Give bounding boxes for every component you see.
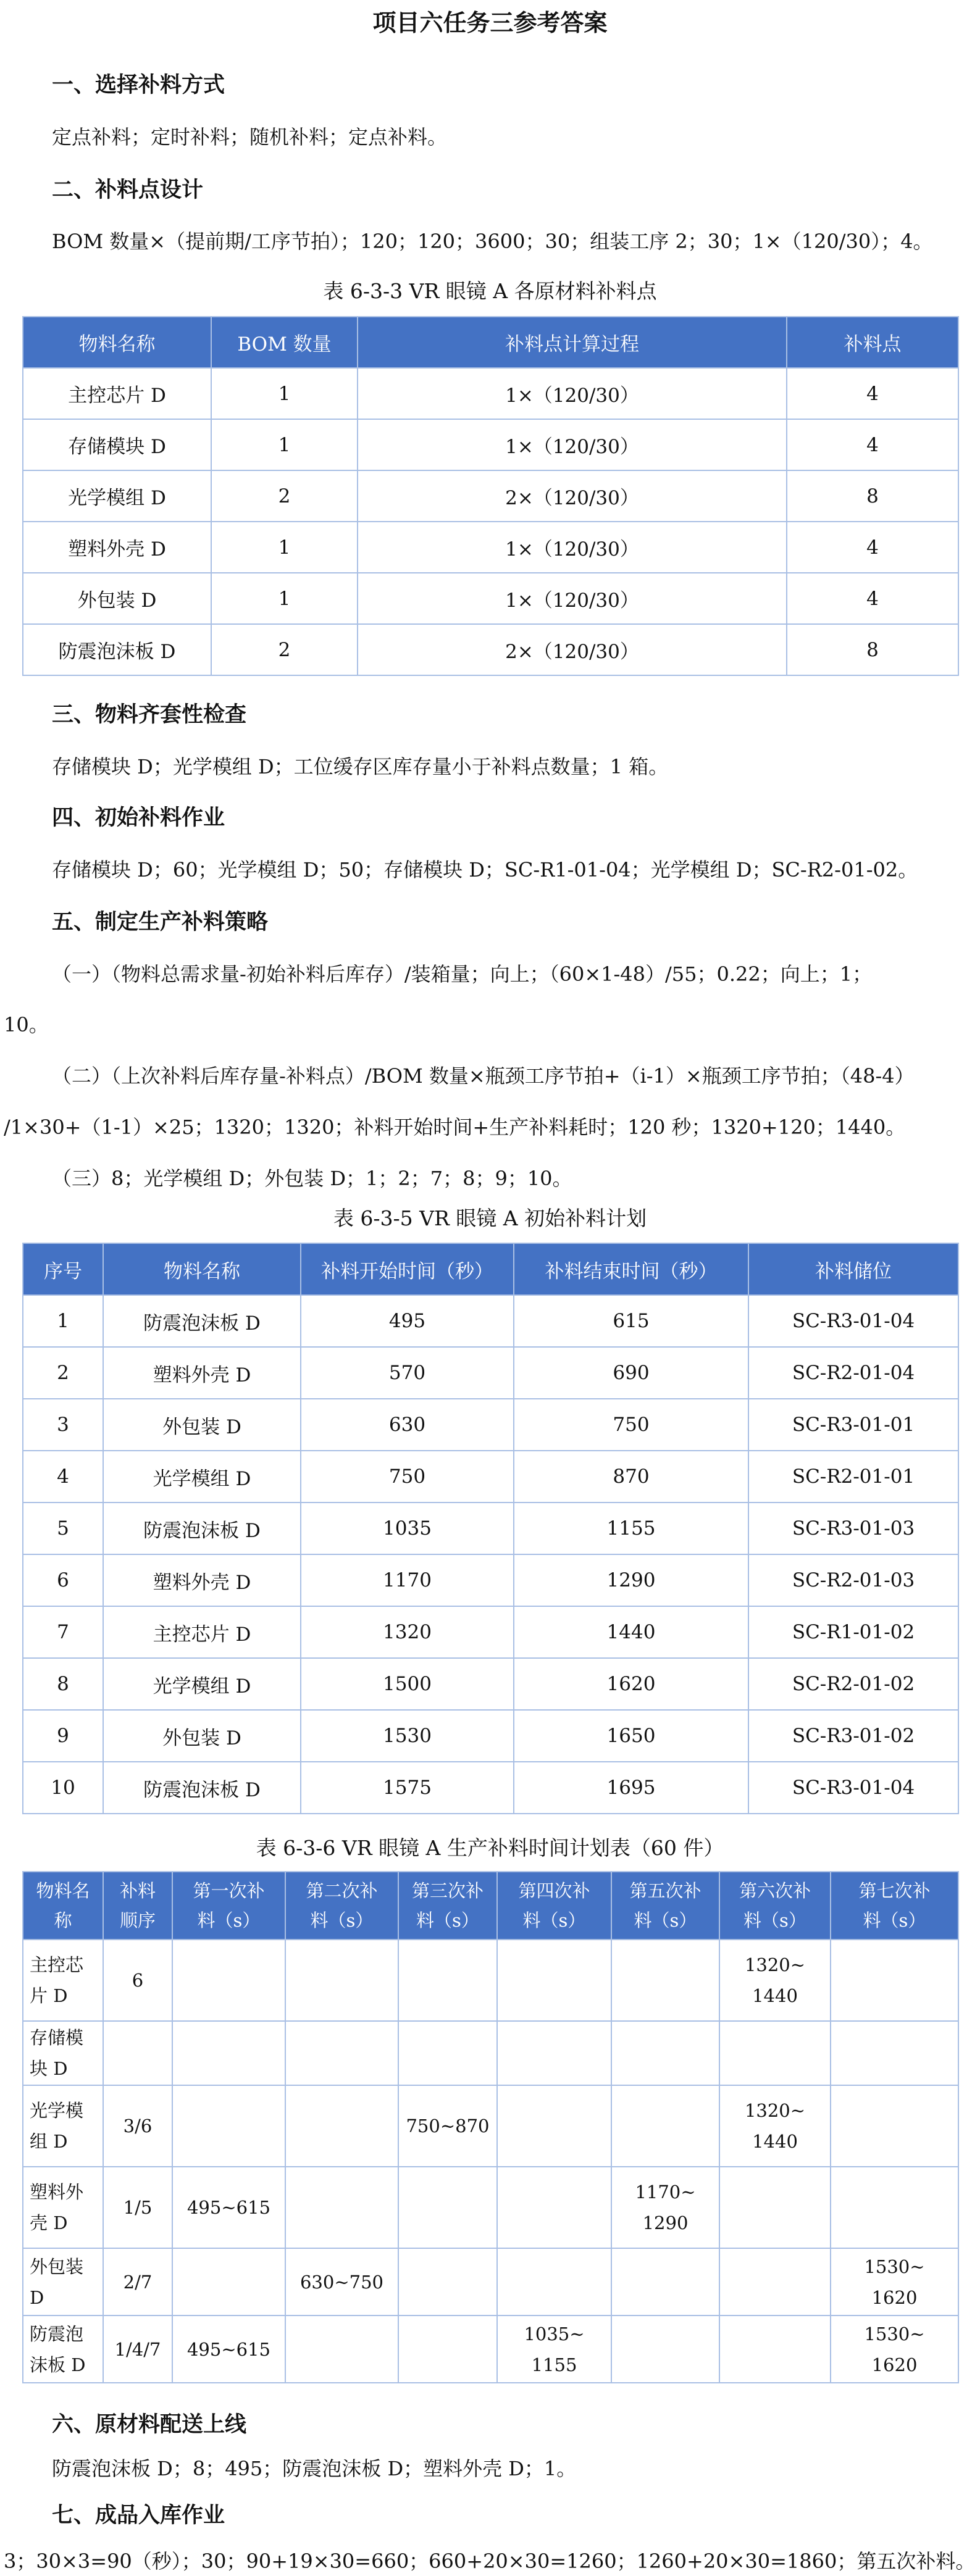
table-1-cell: 1×（120/30） bbox=[358, 573, 787, 624]
table-2-cell: 2 bbox=[23, 1347, 103, 1399]
header-line: 顺序 bbox=[119, 1910, 156, 1931]
table-3-header-cell bbox=[831, 1872, 958, 1940]
table-3-cell bbox=[103, 2085, 172, 2167]
table-3-cell bbox=[172, 2085, 285, 2167]
table-3-cell bbox=[285, 2021, 398, 2085]
table-1-header-cell: 补料点 bbox=[787, 317, 958, 368]
table-2-cell: 1170 bbox=[301, 1554, 514, 1606]
cell-line: D bbox=[30, 2286, 44, 2308]
table-1-header-cell: BOM 数量 bbox=[211, 317, 358, 368]
table-3-header-cell bbox=[103, 1872, 172, 1940]
section-7-text: 3；30×3=90（秒）；30；90+19×30=660；660+20×30=1260；1260+20×30=1860；第五次补料。 bbox=[4, 2549, 976, 2573]
table-3-cell bbox=[23, 2021, 103, 2085]
cell-line: 1620 bbox=[871, 2286, 918, 2308]
table-3-cell bbox=[398, 2248, 497, 2315]
cell-line: 1035~ 1155 bbox=[524, 2323, 585, 2375]
header-line: 第三次补 bbox=[411, 1880, 484, 1901]
cell-line: 光学模 bbox=[30, 2100, 84, 2121]
table-3-header-cell bbox=[23, 1872, 103, 1940]
header-line: 称 bbox=[54, 1910, 72, 1931]
table-1-header-cell: 补料点计算过程 bbox=[358, 317, 787, 368]
table-2-cell: 光学模组 D bbox=[103, 1658, 301, 1710]
table-1-cell: 1 bbox=[211, 573, 358, 624]
table-3-cell bbox=[103, 2167, 172, 2248]
table-2-cell: 1695 bbox=[514, 1762, 748, 1814]
table-3-cell bbox=[611, 2167, 719, 2248]
table-1-cell: 外包装 D bbox=[23, 573, 211, 624]
table-3-cell bbox=[172, 2248, 285, 2315]
table-3-cell bbox=[23, 1940, 103, 2021]
table-2-cell: 塑料外壳 D bbox=[103, 1347, 301, 1399]
table-1-caption: 表 6-3-3 VR 眼镜 A 各原材料补料点 bbox=[323, 279, 657, 303]
section-1-text: 定点补料；定时补料；随机补料；定点补料。 bbox=[52, 125, 448, 149]
cell-line: 外包装 bbox=[30, 2256, 84, 2277]
table-row bbox=[23, 1658, 958, 1710]
table-1-cell: 4 bbox=[787, 419, 958, 470]
cell-line: 1320~ bbox=[744, 2100, 806, 2121]
header-line: 料（s） bbox=[522, 1910, 586, 1931]
cell-line: 495~615 bbox=[186, 2197, 270, 2218]
table-1-cell: 塑料外壳 D bbox=[23, 522, 211, 573]
table-3-cell bbox=[103, 2248, 172, 2315]
header-line: 物料名 bbox=[36, 1880, 90, 1901]
section-5-heading: 五、制定生产补料策略 bbox=[52, 909, 269, 935]
table-1-cell: 防震泡沫板 D bbox=[23, 624, 211, 675]
table-3-cell bbox=[497, 2315, 611, 2383]
table-2-cell: 7 bbox=[23, 1606, 103, 1658]
table-3-cell bbox=[398, 2167, 497, 2248]
cell-line: 495~615 bbox=[186, 2338, 270, 2360]
table-3-cell bbox=[103, 1940, 172, 2021]
table-3-cell bbox=[831, 1940, 958, 2021]
cell-line: 塑料外 bbox=[30, 2182, 84, 2203]
table-2-cell: 6 bbox=[23, 1554, 103, 1606]
table-3-cell bbox=[398, 2085, 497, 2167]
table-2-cell: 外包装 D bbox=[103, 1710, 301, 1762]
table-2-cell: SC-R3-01-04 bbox=[748, 1295, 958, 1347]
table-3-cell bbox=[497, 2167, 611, 2248]
header-line: 第二次补 bbox=[306, 1880, 378, 1901]
table-3-cell bbox=[831, 2248, 958, 2315]
table-1-cell: 8 bbox=[787, 470, 958, 522]
section-5-para-2-line-1: （二）（上次补料后库存量-补料点）/BOM 数量×瓶颈工序节拍+（i-1）×瓶颈工序节拍；（48-4） bbox=[52, 1064, 915, 1088]
table-2-caption: 表 6-3-5 VR 眼镜 A 初始补料计划 bbox=[333, 1206, 647, 1230]
table-2-cell: 主控芯片 D bbox=[103, 1606, 301, 1658]
table-2-cell: 1500 bbox=[301, 1658, 514, 1710]
table-2-cell: 1 bbox=[23, 1295, 103, 1347]
section-3-text: 存储模块 D；光学模组 D；工位缓存区库存量小于补料点数量；1 箱。 bbox=[52, 755, 669, 778]
table-2-cell: 10 bbox=[23, 1762, 103, 1814]
table-2-cell: 塑料外壳 D bbox=[103, 1554, 301, 1606]
table-1-cell: 光学模组 D bbox=[23, 470, 211, 522]
table-1-cell: 1×（120/30） bbox=[358, 368, 787, 419]
table-3-cell bbox=[497, 1940, 611, 2021]
table-3-cell bbox=[719, 2248, 831, 2315]
table-3-cell bbox=[285, 2167, 398, 2248]
table-row bbox=[23, 1554, 958, 1606]
table-2-cell: 光学模组 D bbox=[103, 1451, 301, 1503]
table-1-cell: 主控芯片 D bbox=[23, 368, 211, 419]
table-2-cell: 570 bbox=[301, 1347, 514, 1399]
table-3-cell bbox=[611, 2248, 719, 2315]
table-3-cell bbox=[172, 1940, 285, 2021]
table-3-cell bbox=[23, 2167, 103, 2248]
table-3-cell bbox=[398, 2021, 497, 2085]
cell-line: 1/5 bbox=[123, 2197, 153, 2218]
header-line: 补料 bbox=[119, 1880, 156, 1901]
table-row bbox=[23, 2167, 958, 2248]
table-1-cell: 2×（120/30） bbox=[358, 470, 787, 522]
section-7-heading: 七、成品入库作业 bbox=[52, 2503, 225, 2528]
table-3-header-cell bbox=[398, 1872, 497, 1940]
table-2-header-cell: 序号 bbox=[23, 1243, 103, 1295]
table-3-caption: 表 6-3-6 VR 眼镜 A 生产补料时间计划表（60 件） bbox=[256, 1836, 724, 1860]
table-1-header-cell: 物料名称 bbox=[23, 317, 211, 368]
table-row bbox=[23, 470, 958, 522]
table-row bbox=[23, 1295, 958, 1347]
table-2-cell: SC-R2-01-01 bbox=[748, 1451, 958, 1503]
section-5-para-3: （三）8；光学模组 D；外包装 D；1；2；7；8；9；10。 bbox=[52, 1167, 572, 1190]
header-line: 料（s） bbox=[863, 1910, 926, 1931]
table-3-cell bbox=[172, 2167, 285, 2248]
cell-line: 1620 bbox=[871, 2354, 918, 2375]
material-reorder-point-table bbox=[22, 316, 959, 676]
table-3-cell bbox=[719, 2315, 831, 2383]
table-1-cell: 2 bbox=[211, 624, 358, 675]
table-3-cell bbox=[172, 2315, 285, 2383]
cell-line: 存储模 bbox=[30, 2027, 84, 2048]
table-1-cell: 1×（120/30） bbox=[358, 419, 787, 470]
table-3-header-cell bbox=[719, 1872, 831, 1940]
table-3-cell bbox=[23, 2315, 103, 2383]
cell-line: 沫板 D bbox=[30, 2354, 86, 2375]
table-2-cell: 1620 bbox=[514, 1658, 748, 1710]
section-6-heading: 六、原材料配送上线 bbox=[52, 2412, 247, 2437]
table-1-cell: 1 bbox=[211, 419, 358, 470]
header-line: 料（s） bbox=[416, 1910, 479, 1931]
header-line: 料（s） bbox=[197, 1910, 261, 1931]
table-row bbox=[23, 624, 958, 675]
section-4-heading: 四、初始补料作业 bbox=[52, 805, 225, 830]
table-3-cell bbox=[285, 2248, 398, 2315]
table-2-cell: 1650 bbox=[514, 1710, 748, 1762]
table-2-cell: 690 bbox=[514, 1347, 748, 1399]
table-2-cell: 防震泡沫板 D bbox=[103, 1762, 301, 1814]
cell-line: 1440 bbox=[752, 1985, 798, 2006]
table-row bbox=[23, 1503, 958, 1554]
table-3-cell bbox=[719, 2167, 831, 2248]
table-3-cell bbox=[103, 2021, 172, 2085]
table-2-cell: 防震泡沫板 D bbox=[103, 1503, 301, 1554]
table-2-cell: SC-R3-01-03 bbox=[748, 1503, 958, 1554]
section-4-text: 存储模块 D；60；光学模组 D；50；存储模块 D；SC-R1-01-04；光学模组 D；SC-R2-01-02。 bbox=[52, 858, 918, 882]
table-2-cell: 1035 bbox=[301, 1503, 514, 1554]
table-1-cell: 4 bbox=[787, 368, 958, 419]
table-3-cell bbox=[611, 2085, 719, 2167]
table-3-cell bbox=[719, 2085, 831, 2167]
table-2-cell: 630 bbox=[301, 1399, 514, 1451]
table-2-cell: 1440 bbox=[514, 1606, 748, 1658]
table-2-cell: SC-R3-01-01 bbox=[748, 1399, 958, 1451]
initial-replenishment-plan-table bbox=[22, 1243, 959, 1814]
section-1-heading: 一、选择补料方式 bbox=[52, 72, 225, 98]
table-2-cell: 5 bbox=[23, 1503, 103, 1554]
page-title: 项目六任务三参考答案 bbox=[372, 9, 608, 36]
table-2-header-cell: 补料结束时间（秒） bbox=[514, 1243, 748, 1295]
table-2-header-cell: 物料名称 bbox=[103, 1243, 301, 1295]
table-1-cell: 4 bbox=[787, 573, 958, 624]
table-2-cell: 4 bbox=[23, 1451, 103, 1503]
cell-line: 1440 bbox=[752, 2131, 798, 2152]
table-1-cell: 1×（120/30） bbox=[358, 522, 787, 573]
table-1-cell: 2 bbox=[211, 470, 358, 522]
table-row bbox=[23, 1940, 958, 2021]
cell-line: 壳 D bbox=[30, 2212, 68, 2233]
table-row bbox=[23, 2315, 958, 2383]
cell-line: 1/4/7 bbox=[114, 2338, 161, 2360]
table-1-cell: 2×（120/30） bbox=[358, 624, 787, 675]
table-3-cell bbox=[611, 2315, 719, 2383]
table-2-cell: 495 bbox=[301, 1295, 514, 1347]
table-1-cell: 4 bbox=[787, 522, 958, 573]
table-3-cell bbox=[285, 2085, 398, 2167]
table-2-cell: 870 bbox=[514, 1451, 748, 1503]
table-1-cell: 1 bbox=[211, 368, 358, 419]
table-2-cell: 750 bbox=[301, 1451, 514, 1503]
cell-line: 防震泡 bbox=[30, 2323, 84, 2345]
table-3-header-cell bbox=[172, 1872, 285, 1940]
section-5-para-2-line-2: /1×30+（1-1）×25；1320；1320；补料开始时间+生产补料耗时；120 秒；1320+120；1440。 bbox=[4, 1115, 906, 1139]
cell-line: 片 D bbox=[30, 1985, 68, 2006]
table-3-cell bbox=[398, 2315, 497, 2383]
table-2-cell: 防震泡沫板 D bbox=[103, 1295, 301, 1347]
section-3-heading: 三、物料齐套性检查 bbox=[52, 702, 247, 727]
table-3-cell bbox=[23, 2248, 103, 2315]
production-replenishment-schedule-table bbox=[22, 1871, 959, 2383]
table-3-cell bbox=[611, 1940, 719, 2021]
table-row bbox=[23, 2021, 958, 2085]
table-2-cell: SC-R2-01-04 bbox=[748, 1347, 958, 1399]
header-line: 料（s） bbox=[310, 1910, 374, 1931]
table-row bbox=[23, 1347, 958, 1399]
cell-line: 1170~ bbox=[635, 2182, 696, 2203]
table-2-cell: 8 bbox=[23, 1658, 103, 1710]
cell-line: 630~750 bbox=[299, 2271, 383, 2293]
table-1-cell: 8 bbox=[787, 624, 958, 675]
section-5-para-1-line-2: 10。 bbox=[4, 1013, 49, 1036]
table-row bbox=[23, 1451, 958, 1503]
header-line: 第四次补 bbox=[518, 1880, 590, 1901]
cell-line: 1320~ bbox=[744, 1954, 806, 1975]
header-line: 第六次补 bbox=[739, 1880, 811, 1901]
cell-line: 1530~ bbox=[864, 2256, 925, 2277]
table-2-cell: 外包装 D bbox=[103, 1399, 301, 1451]
table-2-cell: 1320 bbox=[301, 1606, 514, 1658]
table-3-cell bbox=[398, 1940, 497, 2021]
table-2-cell: SC-R1-01-02 bbox=[748, 1606, 958, 1658]
table-2-cell: SC-R2-01-03 bbox=[748, 1554, 958, 1606]
section-2-heading: 二、补料点设计 bbox=[52, 177, 204, 202]
header-line: 料（s） bbox=[743, 1910, 806, 1931]
table-3-cell bbox=[831, 2085, 958, 2167]
table-row bbox=[23, 573, 958, 624]
cell-line: 块 D bbox=[30, 2058, 68, 2079]
table-2-cell: 1155 bbox=[514, 1503, 748, 1554]
table-3-cell bbox=[719, 2021, 831, 2085]
table-3-cell bbox=[497, 2085, 611, 2167]
section-6-text: 防震泡沫板 D；8；495；防震泡沫板 D；塑料外壳 D；1。 bbox=[52, 2457, 577, 2480]
cell-line: 6 bbox=[132, 1970, 144, 1991]
header-line: 第七次补 bbox=[858, 1880, 931, 1901]
table-row bbox=[23, 1762, 958, 1814]
cell-line: 750~870 bbox=[406, 2115, 490, 2136]
table-3-cell bbox=[285, 2315, 398, 2383]
table-2-cell: 1575 bbox=[301, 1762, 514, 1814]
table-2-header-cell: 补料开始时间（秒） bbox=[301, 1243, 514, 1295]
section-2-text: BOM 数量×（提前期/工序节拍）；120；120；3600；30；组装工序 2；30；1×（120/30）；4。 bbox=[52, 230, 933, 253]
table-3-cell bbox=[23, 2085, 103, 2167]
table-2-cell: 750 bbox=[514, 1399, 748, 1451]
table-2-cell: 1530 bbox=[301, 1710, 514, 1762]
table-2-cell: SC-R3-01-04 bbox=[748, 1762, 958, 1814]
cell-line: 1290 bbox=[642, 2212, 689, 2233]
table-2-header-cell: 补料储位 bbox=[748, 1243, 958, 1295]
cell-line: 主控芯 bbox=[30, 1954, 84, 1975]
header-line: 第五次补 bbox=[629, 1880, 701, 1901]
table-3-header-cell bbox=[497, 1872, 611, 1940]
table-3-cell bbox=[831, 2021, 958, 2085]
table-2-cell: SC-R2-01-02 bbox=[748, 1658, 958, 1710]
table-2-cell: 1290 bbox=[514, 1554, 748, 1606]
header-line: 第一次补 bbox=[193, 1880, 265, 1901]
table-3-cell bbox=[719, 1940, 831, 2021]
table-row bbox=[23, 1710, 958, 1762]
header-line: 料（s） bbox=[634, 1910, 697, 1931]
cell-line: 2/7 bbox=[123, 2271, 153, 2293]
cell-line: 组 D bbox=[30, 2131, 68, 2152]
table-row bbox=[23, 368, 958, 419]
table-row bbox=[23, 1399, 958, 1451]
table-row bbox=[23, 2248, 958, 2315]
cell-line: 3/6 bbox=[123, 2115, 153, 2136]
table-3-cell bbox=[285, 1940, 398, 2021]
table-3-cell bbox=[831, 2167, 958, 2248]
table-3-header-cell bbox=[611, 1872, 719, 1940]
table-2-cell: SC-R3-01-02 bbox=[748, 1710, 958, 1762]
table-3-cell bbox=[497, 2021, 611, 2085]
section-5-para-1-line-1: （一）（物料总需求量-初始补料后库存）/装箱量；向上；（60×1-48）/55；0.22；向上；1； bbox=[52, 962, 873, 986]
table-row bbox=[23, 1606, 958, 1658]
table-3-cell bbox=[172, 2021, 285, 2085]
cell-line: 1530~ bbox=[864, 2323, 925, 2345]
table-3-cell bbox=[611, 2021, 719, 2085]
table-3-cell bbox=[103, 2315, 172, 2383]
table-row bbox=[23, 2085, 958, 2167]
table-2-cell: 3 bbox=[23, 1399, 103, 1451]
table-row bbox=[23, 419, 958, 470]
table-3-header-cell bbox=[285, 1872, 398, 1940]
table-3-cell bbox=[831, 2315, 958, 2383]
table-3-cell bbox=[497, 2248, 611, 2315]
table-2-cell: 615 bbox=[514, 1295, 748, 1347]
table-row bbox=[23, 522, 958, 573]
table-1-cell: 1 bbox=[211, 522, 358, 573]
table-2-cell: 9 bbox=[23, 1710, 103, 1762]
table-1-cell: 存储模块 D bbox=[23, 419, 211, 470]
